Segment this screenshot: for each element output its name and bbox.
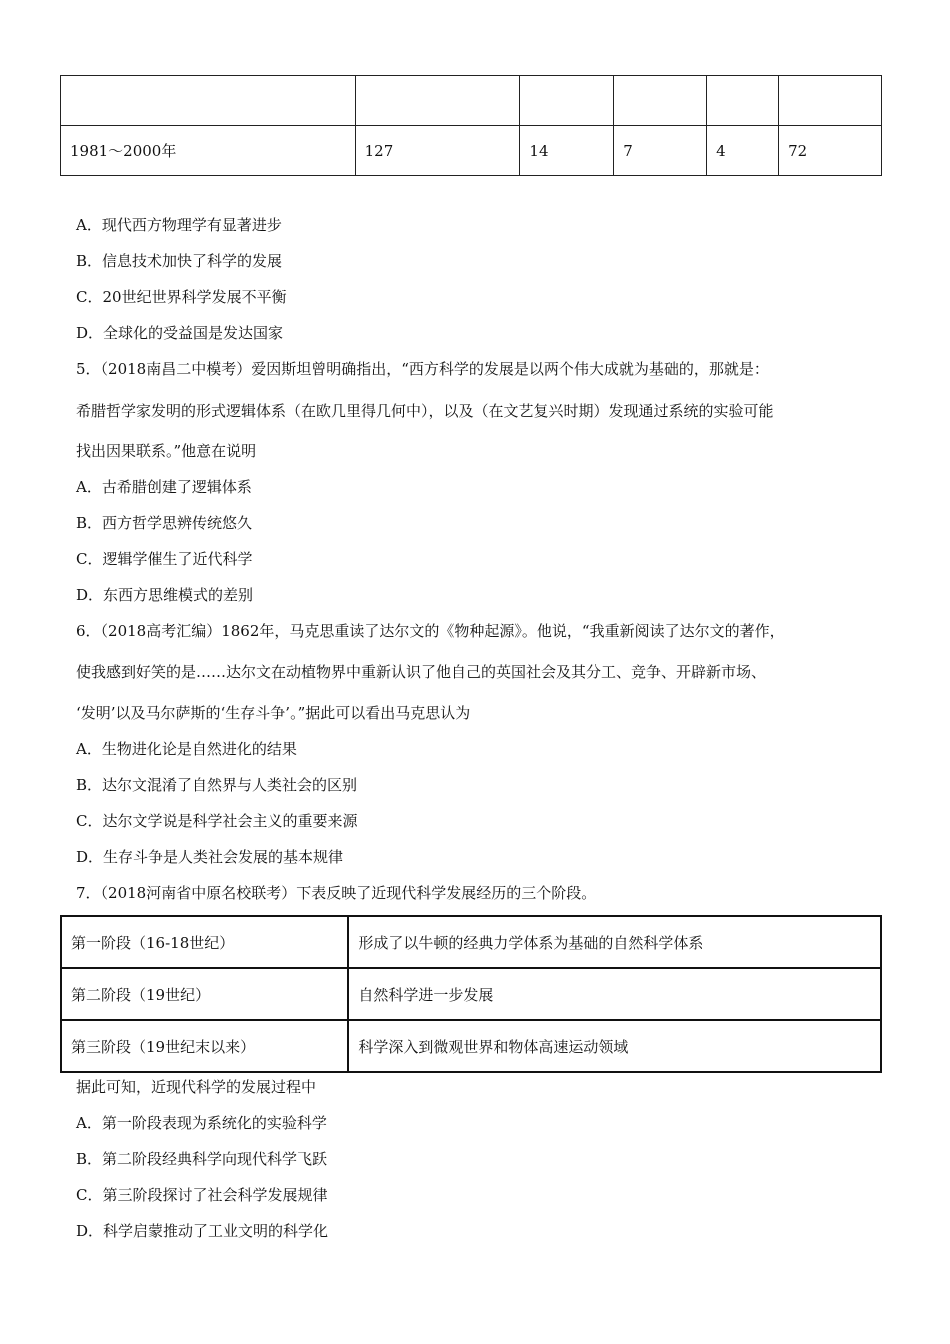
q7-option-d: D．科学启蒙推动了工业文明的科学化 bbox=[76, 1222, 329, 1240]
table-cell bbox=[61, 76, 356, 126]
q7-option-b: B．第二阶段经典科学向现代科学飞跃 bbox=[76, 1150, 328, 1168]
q6-stem-line: ‘发明’以及马尔萨斯的‘生存斗争’。”据此可以看出马克思认为 bbox=[76, 704, 471, 722]
stage-description: 自然科学进一步发展 bbox=[348, 968, 881, 1020]
table-cell: 4 bbox=[707, 126, 779, 176]
q6-option-a: A．生物进化论是自然进化的结果 bbox=[76, 740, 297, 758]
table-row bbox=[61, 968, 881, 1020]
q4-option-d: D．全球化的受益国是发达国家 bbox=[76, 324, 284, 342]
q6-option-b: B．达尔文混淆了自然界与人类社会的区别 bbox=[76, 776, 358, 794]
q6-option-d: D．生存斗争是人类社会发展的基本规律 bbox=[76, 848, 344, 866]
q5-stem-line: 希腊哲学家发明的形式逻辑体系（在欧几里得几何中），以及（在文艺复兴时期）发现通过系统的实验可能 bbox=[76, 402, 774, 420]
table-cell bbox=[520, 76, 614, 126]
q7-prompt: 据此可知，近现代科学的发展过程中 bbox=[76, 1078, 317, 1096]
table-cell: 72 bbox=[779, 126, 882, 176]
table-cell bbox=[355, 76, 520, 126]
q7-stem: 7．（2018河南省中原名校联考）下表反映了近现代科学发展经历的三个阶段。 bbox=[76, 884, 597, 902]
q4-option-c: C．20世纪世界科学发展不平衡 bbox=[76, 288, 287, 306]
q6-stem-line: 使我感到好笑的是……达尔文在动植物界中重新认识了他自己的英国社会及其分工、竞争、开辟新市场、 bbox=[76, 663, 767, 681]
stage-description: 形成了以牛顿的经典力学体系为基础的自然科学体系 bbox=[348, 916, 881, 968]
q5-stem-line: 5．（2018南昌二中模考）爱因斯坦曾明确指出，“西方科学的发展是以两个伟大成就为基础的，那就是： bbox=[76, 360, 769, 378]
stage-name: 第一阶段（16-18世纪） bbox=[61, 916, 348, 968]
q7-option-c: C．第三阶段探讨了社会科学发展规律 bbox=[76, 1186, 328, 1204]
q6-stem-line: 6．（2018高考汇编）1862年，马克思重读了达尔文的《物种起源》。他说，“我重新阅读了达尔文的著作， bbox=[76, 622, 785, 640]
stage-name: 第三阶段（19世纪末以来） bbox=[61, 1020, 348, 1072]
q6-option-c: C．达尔文学说是科学社会主义的重要来源 bbox=[76, 812, 358, 830]
data-table bbox=[60, 75, 882, 176]
table-row bbox=[61, 126, 882, 176]
stage-description: 科学深入到微观世界和物体高速运动领域 bbox=[348, 1020, 881, 1072]
stage-table bbox=[60, 915, 882, 1073]
q5-option-a: A．古希腊创建了逻辑体系 bbox=[76, 478, 252, 496]
table-cell bbox=[779, 76, 882, 126]
table-cell bbox=[707, 76, 779, 126]
table-row bbox=[61, 916, 881, 968]
q5-option-b: B．西方哲学思辨传统悠久 bbox=[76, 514, 253, 532]
table-cell-period: 1981～2000年 bbox=[61, 126, 356, 176]
q4-option-b: B．信息技术加快了科学的发展 bbox=[76, 252, 283, 270]
q5-option-d: D．东西方思维模式的差别 bbox=[76, 586, 254, 604]
table-cell: 14 bbox=[520, 126, 614, 176]
q7-option-a: A．第一阶段表现为系统化的实验科学 bbox=[76, 1114, 327, 1132]
table-row bbox=[61, 1020, 881, 1072]
q5-option-c: C．逻辑学催生了近代科学 bbox=[76, 550, 253, 568]
stage-name: 第二阶段（19世纪） bbox=[61, 968, 348, 1020]
table-row bbox=[61, 76, 882, 126]
table-cell bbox=[614, 76, 707, 126]
q4-option-a: A．现代西方物理学有显著进步 bbox=[76, 216, 282, 234]
table-cell: 7 bbox=[614, 126, 707, 176]
table-cell: 127 bbox=[355, 126, 520, 176]
q5-stem-line: 找出因果联系。”他意在说明 bbox=[76, 442, 257, 460]
